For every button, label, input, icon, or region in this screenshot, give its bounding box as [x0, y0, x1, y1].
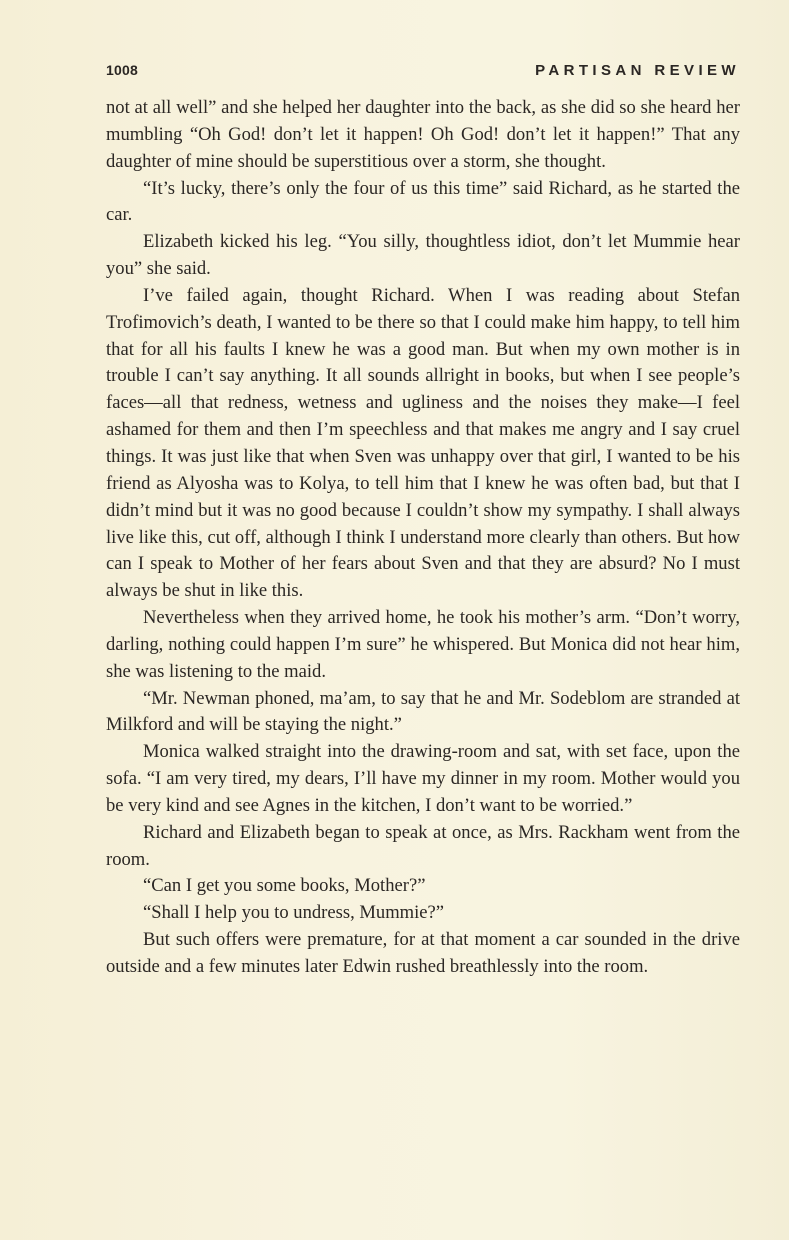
- page-number: 1008: [106, 62, 138, 78]
- paragraph-11: But such offers were premature, for at that moment a car sounded in the drive outside and a few minutes later Edwin rushed breathlessly into the room.: [106, 929, 740, 977]
- paragraph-2: “It’s lucky, there’s only the four of us this time” said Richard, as he started the car.: [106, 177, 740, 226]
- paragraph-9: “Can I get you some books, Mother?”: [143, 875, 426, 897]
- paragraph-7: Monica walked straight into the drawing-room and sat, with set face, upon the sofa. “I am very tired, my dears, I’ll have my dinner in my room. Mother would you be very kind and see Agnes in the kitchen, I don’t want to be worried.”: [106, 741, 740, 816]
- paragraph-4: I’ve failed again, thought Richard. When I was reading about Stefan Trofimovich’s death, I wanted to be there so that I could make him happy, to tell him that for all his faults I knew he was a good man. But when my own mother is in trouble I can’t say anything. It all sounds allright in books, but when I see people’s faces—all that redness, wetness and ugliness and the noises they make—I feel ashamed for them and then I’m speechless and that makes me angry and I say cruel things. It was just like that when Sven was unhappy over that girl, I wanted to be his friend as Alyosha was to Kolya, to tell him that I knew he was often bad, but that I didn’t mind but it was no good because I couldn’t show my sympathy. I shall always live like this, cut off, although I think I understand more clearly than others. But how can I speak to Mother of her fears about Sven and that they are absurd? No I must always be shut in like this.: [106, 284, 740, 602]
- page-header: [106, 62, 740, 82]
- paragraph-6: “Mr. Newman phoned, ma’am, to say that he and Mr. Sodeblom are stranded at Milkford and will be staying the night.”: [106, 687, 740, 736]
- paragraph-1: not at all well” and she helped her daughter into the back, as she did so she heard her mumbling “Oh God! don’t let it happen! Oh God! don’t let it happen!” That any daughter of mine should be superstitious over a storm, she thought.: [106, 97, 740, 172]
- running-head: PARTISAN REVIEW: [535, 62, 740, 79]
- paragraph-8: Richard and Elizabeth began to speak at once, as Mrs. Rackham went from the room.: [106, 821, 740, 870]
- paragraph-10: “Shall I help you to undress, Mummie?”: [143, 902, 445, 924]
- paragraph-5: Nevertheless when they arrived home, he took his mother’s arm. “Don’t worry, darling, nothing could happen I’m sure” he whispered. But Monica did not hear him, she was listening to the maid.: [106, 607, 740, 682]
- body-text: [106, 95, 740, 981]
- paragraph-3: Elizabeth kicked his leg. “You silly, thoughtless idiot, don’t let Mummie hear you” she said.: [106, 231, 740, 280]
